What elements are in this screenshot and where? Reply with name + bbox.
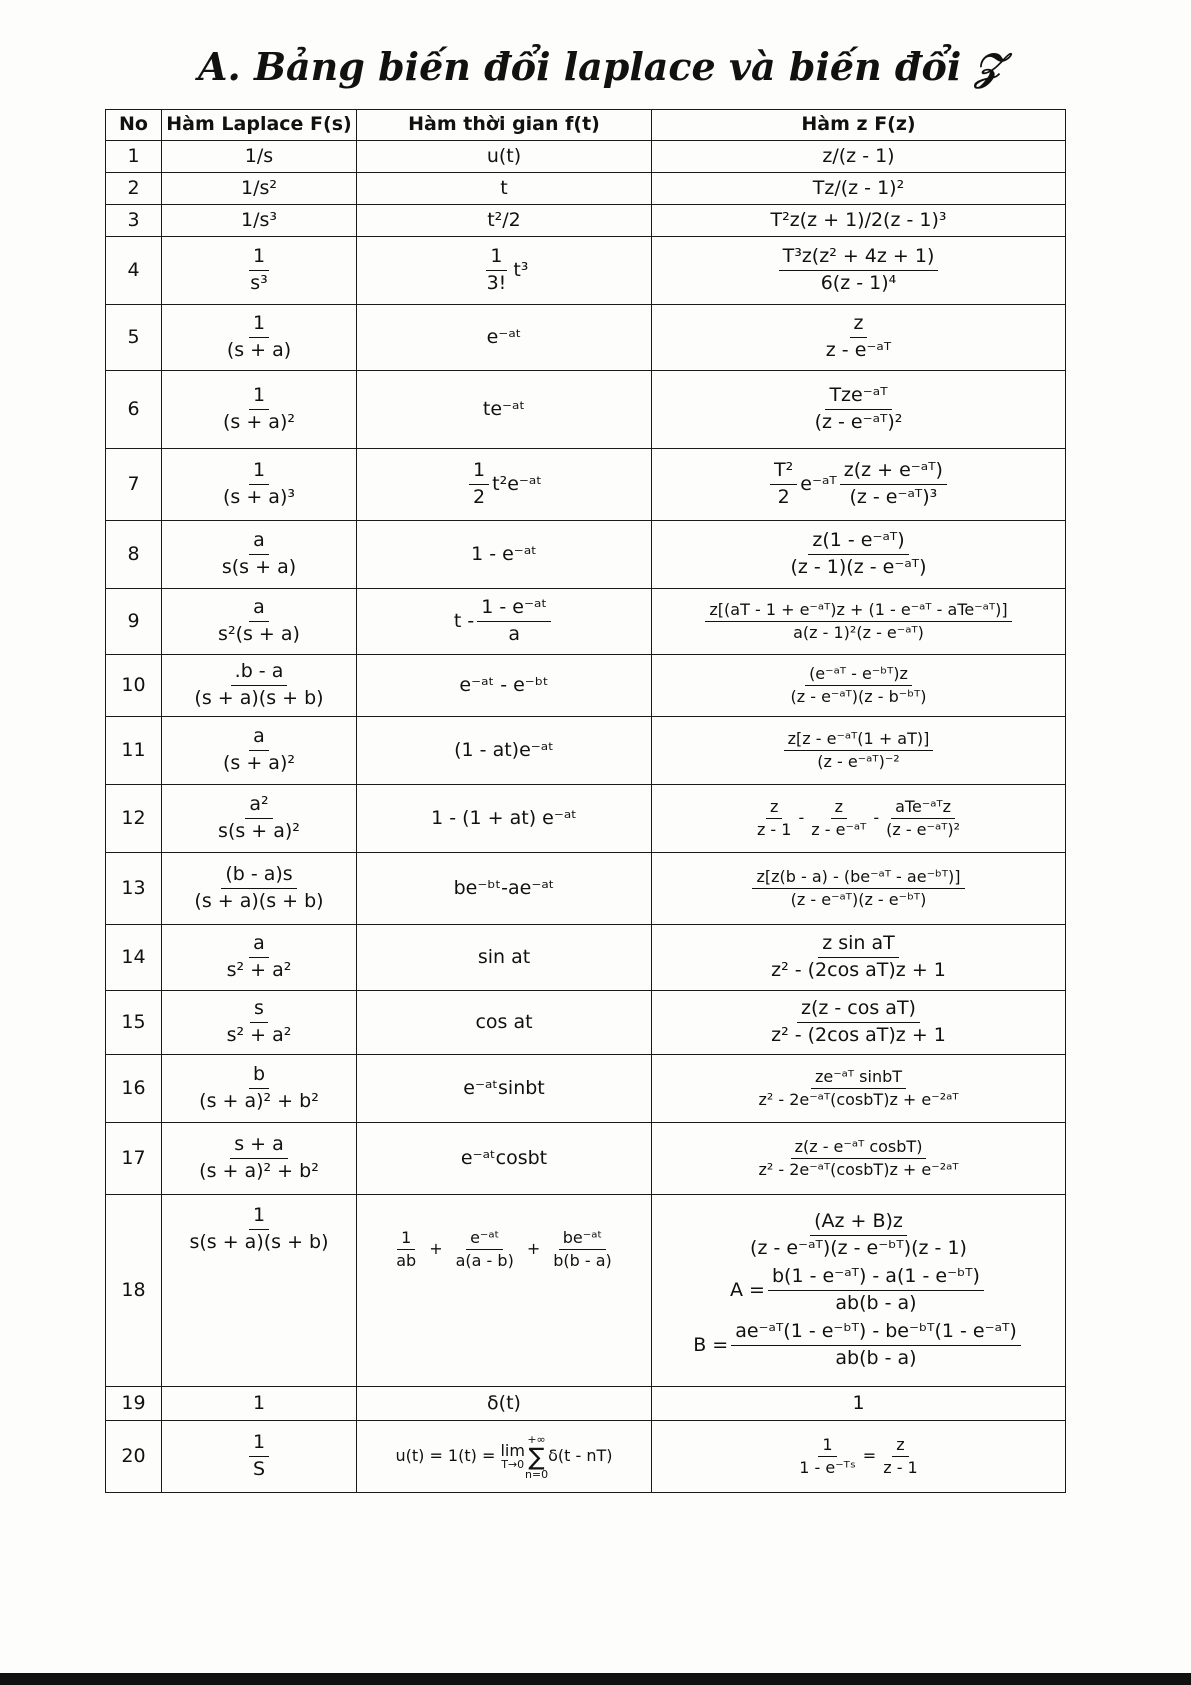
z-cell xyxy=(652,521,1066,589)
z2-den: z - 1 xyxy=(883,1458,918,1477)
z-cell: $\frac{z}{z - 1}$ - $\frac{z}{\text{z - e⁻ᵃᵀ}}$ - $\frac{\text{aTe⁻ᵃᵀz}}{\text{(z - e⁻ᵃᵀ)²}}$ xyxy=(652,785,1066,853)
laplace-num: s xyxy=(250,998,268,1023)
laplace-den: S xyxy=(252,1458,266,1480)
z-den: z² - (2cos aT)z + 1 xyxy=(771,1024,946,1046)
time-cell xyxy=(357,1421,652,1493)
laplace-cell xyxy=(162,1195,357,1387)
z-num: z(z - cos aT) xyxy=(797,998,920,1023)
table-row xyxy=(106,991,1066,1055)
laplace-num: 1 xyxy=(249,313,269,338)
z-den: 1 - e⁻ᵀˢ xyxy=(799,1458,856,1477)
z-cell xyxy=(652,305,1066,371)
z-num: T³z(z² + 4z + 1) xyxy=(779,246,939,271)
header-laplace: Hàm Laplace F(s) xyxy=(162,110,357,141)
z-den: (z - e⁻ᵃᵀ)(z - b⁻ᵇᵀ) xyxy=(790,687,927,706)
table-row xyxy=(106,371,1066,449)
laplace-num: a² xyxy=(245,794,272,819)
row-no: 15 xyxy=(106,991,162,1055)
table-row xyxy=(106,717,1066,785)
z-cell xyxy=(652,717,1066,785)
header-no: No xyxy=(106,110,162,141)
row-no: 6 xyxy=(106,371,162,449)
laplace-num: 1 xyxy=(249,1432,269,1457)
time-cell xyxy=(357,449,652,521)
laplace-num: 1 xyxy=(249,460,269,485)
laplace-cell xyxy=(162,655,357,717)
table-row xyxy=(106,141,1066,173)
laplace-den: s(s + a) xyxy=(221,556,297,578)
laplace-cell xyxy=(162,925,357,991)
time-cell: te⁻ᵃᵗ xyxy=(357,371,652,449)
row-no: 20 xyxy=(106,1421,162,1493)
z-num: 1 xyxy=(818,1436,836,1457)
laplace-den: (s + a)² + b² xyxy=(199,1160,319,1182)
z-den: z² - 2e⁻ᵃᵀ(cosbT)z + e⁻²ᵃᵀ xyxy=(758,1090,959,1109)
row-no: 18 xyxy=(106,1195,162,1387)
time-cell: e⁻ᵃᵗcosbt xyxy=(357,1123,652,1195)
laplace-den: s³ xyxy=(250,272,268,294)
time-cell: e⁻ᵃᵗsinbt xyxy=(357,1055,652,1123)
time-cell: 1 - (1 + at) e⁻ᵃᵗ xyxy=(357,785,652,853)
z-num: z[z - e⁻ᵃᵀ(1 + aT)] xyxy=(784,730,934,751)
table-row xyxy=(106,305,1066,371)
laplace-cell xyxy=(162,1055,357,1123)
laplace-cell xyxy=(162,589,357,655)
z-num: z(z + e⁻ᵃᵀ) xyxy=(840,460,947,485)
z-coef-num: T² xyxy=(770,460,797,485)
z-cell xyxy=(652,237,1066,305)
sum-top: +∞ xyxy=(527,1432,546,1446)
laplace-num: s + a xyxy=(230,1134,288,1159)
z2-num: z xyxy=(892,1436,908,1457)
row-no: 19 xyxy=(106,1387,162,1421)
z-cell xyxy=(652,925,1066,991)
laplace-num: b xyxy=(249,1064,269,1089)
laplace-num: (b - a)s xyxy=(221,864,296,889)
table-row xyxy=(106,1387,1066,1421)
laplace-den: s² + a² xyxy=(226,959,292,981)
time-cell: be⁻ᵇᵗ-ae⁻ᵃᵗ xyxy=(357,853,652,925)
z-num: z xyxy=(850,313,868,338)
row-no: 11 xyxy=(106,717,162,785)
page-bottom-border xyxy=(0,1673,1191,1685)
z-den: z² - (2cos aT)z + 1 xyxy=(771,959,946,981)
laplace-cell xyxy=(162,449,357,521)
row-no: 2 xyxy=(106,173,162,205)
laplace-num: a xyxy=(249,597,269,622)
laplace-cell xyxy=(162,1421,357,1493)
time-term3-den: b(b - a) xyxy=(553,1251,612,1271)
z-cell: Tz/(z - 1)² xyxy=(652,173,1066,205)
row-no: 10 xyxy=(106,655,162,717)
z-b-den: ab(b - a) xyxy=(835,1346,917,1369)
header-time: Hàm thời gian f(t) xyxy=(357,110,652,141)
time-cell: δ(t) xyxy=(357,1387,652,1421)
z-num: z[(aT - 1 + e⁻ᵃᵀ)z + (1 - e⁻ᵃᵀ - aTe⁻ᵃᵀ)] xyxy=(705,601,1011,622)
time-den: 2 xyxy=(473,486,486,508)
time-cell: (1 - at)e⁻ᵃᵗ xyxy=(357,717,652,785)
table-row xyxy=(106,785,1066,853)
table-row xyxy=(106,1195,1066,1387)
laplace-num: a xyxy=(249,726,269,751)
header-z: Hàm z F(z) xyxy=(652,110,1066,141)
time-term1-num: 1 xyxy=(397,1229,415,1250)
z-den: (z - e⁻ᵃᵀ)⁻² xyxy=(817,752,900,771)
row-no: 8 xyxy=(106,521,162,589)
sum-sigma: ∑ xyxy=(528,1442,545,1471)
z-num: z sin aT xyxy=(818,933,899,958)
row-no: 12 xyxy=(106,785,162,853)
time-cell: cos at xyxy=(357,991,652,1055)
z-den: (z - e⁻ᵃᵀ)(z - e⁻ᵇᵀ) xyxy=(790,890,927,909)
time-tail: δ(t - nT) xyxy=(548,1446,613,1465)
z-den: z² - 2e⁻ᵃᵀ(cosbT)z + e⁻²ᵃᵀ xyxy=(758,1160,959,1179)
table-row xyxy=(106,237,1066,305)
row-no: 13 xyxy=(106,853,162,925)
z-num: z[z(b - a) - (be⁻ᵃᵀ - ae⁻ᵇᵀ)] xyxy=(752,868,964,889)
laplace-den: (s + a)² + b² xyxy=(199,1090,319,1112)
z-den: (z - e⁻ᵃᵀ)³ xyxy=(849,486,938,508)
time-tail: t²e⁻ᵃᵗ xyxy=(492,473,542,495)
z-cell xyxy=(652,449,1066,521)
page-title: A. Bảng biến đổi laplace và biến đổi 𝒵 xyxy=(198,44,1004,89)
z-den: 6(z - 1)⁴ xyxy=(820,272,897,294)
time-cell: e⁻ᵃᵗ xyxy=(357,305,652,371)
z-term3-den: (z - e⁻ᵃᵀ)² xyxy=(886,820,961,839)
time-term1-den: ab xyxy=(396,1251,417,1271)
z-term2-num: z xyxy=(831,798,847,819)
time-cell: sin at xyxy=(357,925,652,991)
z-cell xyxy=(652,655,1066,717)
time-term2-num: e⁻ᵃᵗ xyxy=(466,1229,503,1250)
laplace-num: a xyxy=(249,933,269,958)
laplace-cell: 1/s xyxy=(162,141,357,173)
laplace-den: (s + a)² xyxy=(223,411,295,433)
row-no: 17 xyxy=(106,1123,162,1195)
time-cell: e⁻ᵃᵗ - e⁻ᵇᵗ xyxy=(357,655,652,717)
laplace-num: .b - a xyxy=(231,661,288,686)
row-no: 5 xyxy=(106,305,162,371)
time-den: 3! xyxy=(486,272,507,294)
z-num: z(1 - e⁻ᵃᵀ) xyxy=(808,530,908,555)
laplace-cell xyxy=(162,237,357,305)
laplace-z-table xyxy=(105,109,1066,1493)
laplace-cell xyxy=(162,521,357,589)
time-head: t - xyxy=(453,610,475,632)
z-cell xyxy=(652,853,1066,925)
z-coef-den: 2 xyxy=(777,486,790,508)
time-num: 1 xyxy=(469,460,489,485)
z-den: a(z - 1)²(z - e⁻ᵃᵀ) xyxy=(793,623,924,642)
z-b-num: ae⁻ᵃᵀ(1 - e⁻ᵇᵀ) - be⁻ᵇᵀ(1 - e⁻ᵃᵀ) xyxy=(731,1321,1021,1346)
z-cell xyxy=(652,1055,1066,1123)
time-cell xyxy=(357,589,652,655)
table-row xyxy=(106,655,1066,717)
table-row xyxy=(106,925,1066,991)
laplace-cell xyxy=(162,853,357,925)
z-term3-num: aTe⁻ᵃᵀz xyxy=(891,798,955,819)
z-den: (z - e⁻ᵃᵀ)² xyxy=(814,411,903,433)
time-cell xyxy=(357,237,652,305)
z-den: (z - 1)(z - e⁻ᵃᵀ) xyxy=(790,556,927,578)
row-no: 14 xyxy=(106,925,162,991)
laplace-den: (s + a)(s + b) xyxy=(194,890,324,912)
laplace-cell xyxy=(162,371,357,449)
table-row xyxy=(106,173,1066,205)
laplace-den: s² + a² xyxy=(226,1024,292,1046)
laplace-den: s(s + a)(s + b) xyxy=(189,1230,329,1253)
laplace-den: (s + a)(s + b) xyxy=(194,687,324,709)
lim-label: lim xyxy=(500,1440,525,1460)
z-b-label: B = xyxy=(693,1333,729,1356)
laplace-num: 1 xyxy=(249,385,269,410)
row-no: 4 xyxy=(106,237,162,305)
table-header-row xyxy=(106,110,1066,141)
laplace-cell xyxy=(162,1123,357,1195)
z-a-den: ab(b - a) xyxy=(835,1292,917,1314)
time-term2-den: a(a - b) xyxy=(455,1251,514,1271)
z-cell xyxy=(652,1421,1066,1493)
table-row xyxy=(106,521,1066,589)
z-mid: e⁻ᵃᵀ xyxy=(800,473,837,495)
laplace-den: s(s + a)² xyxy=(218,820,300,842)
z-cell xyxy=(652,1195,1066,1387)
laplace-cell xyxy=(162,991,357,1055)
z-cell: T²z(z + 1)/2(z - 1)³ xyxy=(652,205,1066,237)
z-num: (e⁻ᵃᵀ - e⁻ᵇᵀ)z xyxy=(805,665,912,686)
z-term1-num: z xyxy=(766,798,782,819)
laplace-cell: 1 xyxy=(162,1387,357,1421)
z-term1-den: z - 1 xyxy=(756,820,792,839)
laplace-cell xyxy=(162,785,357,853)
row-no: 3 xyxy=(106,205,162,237)
table-row xyxy=(106,1055,1066,1123)
time-head: u(t) = 1(t) = xyxy=(395,1446,496,1465)
time-cell: 1 - e⁻ᵃᵗ xyxy=(357,521,652,589)
z-cell xyxy=(652,589,1066,655)
row-no: 7 xyxy=(106,449,162,521)
time-cell: u(t) xyxy=(357,141,652,173)
laplace-num: 1 xyxy=(249,1205,269,1230)
time-cell: t xyxy=(357,173,652,205)
z-den: (z - e⁻ᵃᵀ)(z - e⁻ᵇᵀ)(z - 1) xyxy=(750,1237,967,1260)
time-tail: t³ xyxy=(513,259,529,281)
time-num: 1 xyxy=(486,246,506,271)
laplace-cell: 1/s² xyxy=(162,173,357,205)
table-row xyxy=(106,853,1066,925)
z-term2-den: z - e⁻ᵃᵀ xyxy=(811,820,867,839)
z-cell: 1 xyxy=(652,1387,1066,1421)
table-row xyxy=(106,1123,1066,1195)
table-row xyxy=(106,589,1066,655)
z-num: z(z - e⁻ᵃᵀ cosbT) xyxy=(791,1138,927,1159)
z-den: z - e⁻ᵃᵀ xyxy=(825,339,892,361)
sum-bottom: n=0 xyxy=(524,1467,549,1481)
z-num: Tze⁻ᵃᵀ xyxy=(825,385,891,410)
z-num: ze⁻ᵃᵀ sinbT xyxy=(811,1068,906,1089)
row-no: 16 xyxy=(106,1055,162,1123)
z-eq: = xyxy=(862,1446,877,1465)
laplace-den: (s + a) xyxy=(226,339,292,361)
z-cell xyxy=(652,1123,1066,1195)
laplace-cell xyxy=(162,717,357,785)
z-cell xyxy=(652,991,1066,1055)
lim-sub: T→0 xyxy=(501,1458,525,1472)
time-cell: t²/2 xyxy=(357,205,652,237)
z-cell xyxy=(652,371,1066,449)
z-num: (Az + B)z xyxy=(810,1211,907,1236)
laplace-den: (s + a)² xyxy=(223,752,295,774)
time-num: 1 - e⁻ᵃᵗ xyxy=(477,597,551,622)
z-a-num: b(1 - e⁻ᵃᵀ) - a(1 - e⁻ᵇᵀ) xyxy=(768,1266,984,1291)
time-den: a xyxy=(508,623,520,645)
laplace-den: (s + a)³ xyxy=(223,486,295,508)
laplace-num: 1 xyxy=(249,246,269,271)
table-row xyxy=(106,1421,1066,1493)
time-cell: $\frac{1}{ab}$ + $\frac{\text{e⁻ᵃᵗ}}{a(a - b)}$ + $\frac{\text{be⁻ᵃᵗ}}{b(b - a)}$ xyxy=(357,1195,652,1387)
table-row xyxy=(106,449,1066,521)
time-term3-num: be⁻ᵃᵗ xyxy=(559,1229,606,1250)
row-no: 9 xyxy=(106,589,162,655)
z-cell: z/(z - 1) xyxy=(652,141,1066,173)
row-no: 1 xyxy=(106,141,162,173)
laplace-cell xyxy=(162,305,357,371)
z-a-label: A = xyxy=(730,1279,765,1301)
laplace-cell: 1/s³ xyxy=(162,205,357,237)
laplace-num: a xyxy=(249,530,269,555)
table-row xyxy=(106,205,1066,237)
laplace-den: s²(s + a) xyxy=(218,623,300,645)
